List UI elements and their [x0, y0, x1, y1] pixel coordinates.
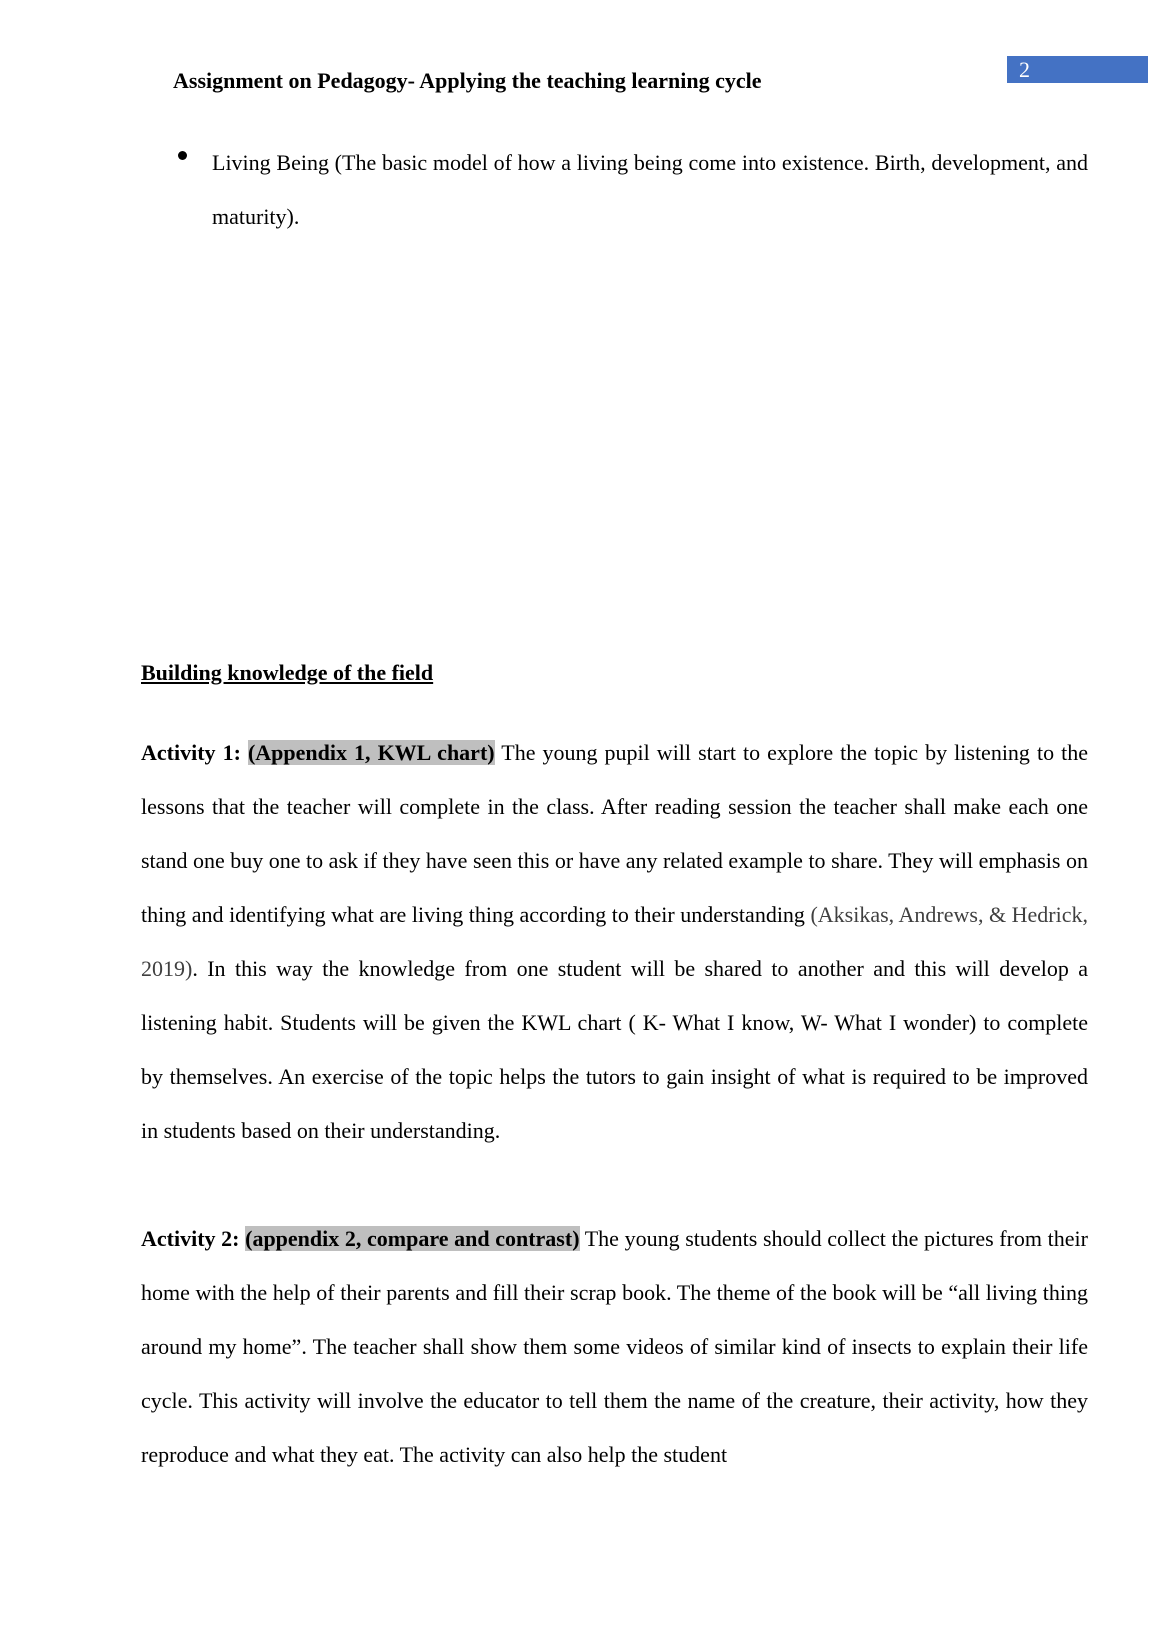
page-number: 2	[1007, 56, 1148, 83]
running-head: Assignment on Pedagogy- Applying the teaching learning cycle	[173, 68, 762, 93]
activity-1-paragraph	[141, 726, 1088, 1158]
activity-1-citation: (Aksikas, Andrews, & Hedrick, 2019)	[141, 902, 1088, 981]
activity-1-text: The young pupil will start to explore the topic by listening to the lessons that the teacher will complete in the class. After reading session the teacher shall make each one stand one buy one to ask if they have seen this or have any related example to share. They will emphasis on thing and identifying what are living thing according to their understanding	[141, 740, 1089, 927]
activity-1-appendix-highlight: (Appendix 1, KWL chart)	[247, 740, 495, 765]
section-heading: Building knowledge of the field	[141, 660, 434, 685]
activity-1-label: Activity 1:	[141, 740, 241, 765]
bullet-icon	[178, 151, 187, 160]
activity-2-appendix-highlight: (appendix 2, compare and contrast)	[245, 1226, 580, 1251]
activity-2-paragraph	[141, 1212, 1088, 1482]
activity-2-label: Activity 2:	[141, 1226, 240, 1251]
activity-1-text-continued: . In this way the knowledge from one student will be shared to another and this will develop a listening habit. Students will be given the KWL chart ( K- What I know, W- What I wonder) to complete by themselves. An exercise of the topic helps the tutors to gain insight of what is required to be improved in students based on their understanding.	[141, 956, 1088, 1143]
bullet-item: Living Being (The basic model of how a living being come into existence. Birth, development, and maturity).	[212, 150, 1088, 229]
activity-2-text: The young students should collect the pictures from their home with the help of their parents and fill their scrap book. The theme of the book will be “all living thing around my home”. The teacher shall show them some videos of similar kind of insects to explain their life cycle. This activity will involve the educator to tell them the name of the creature, their activity, how they reproduce and what they eat. The activity can also help the student	[141, 1226, 1088, 1467]
